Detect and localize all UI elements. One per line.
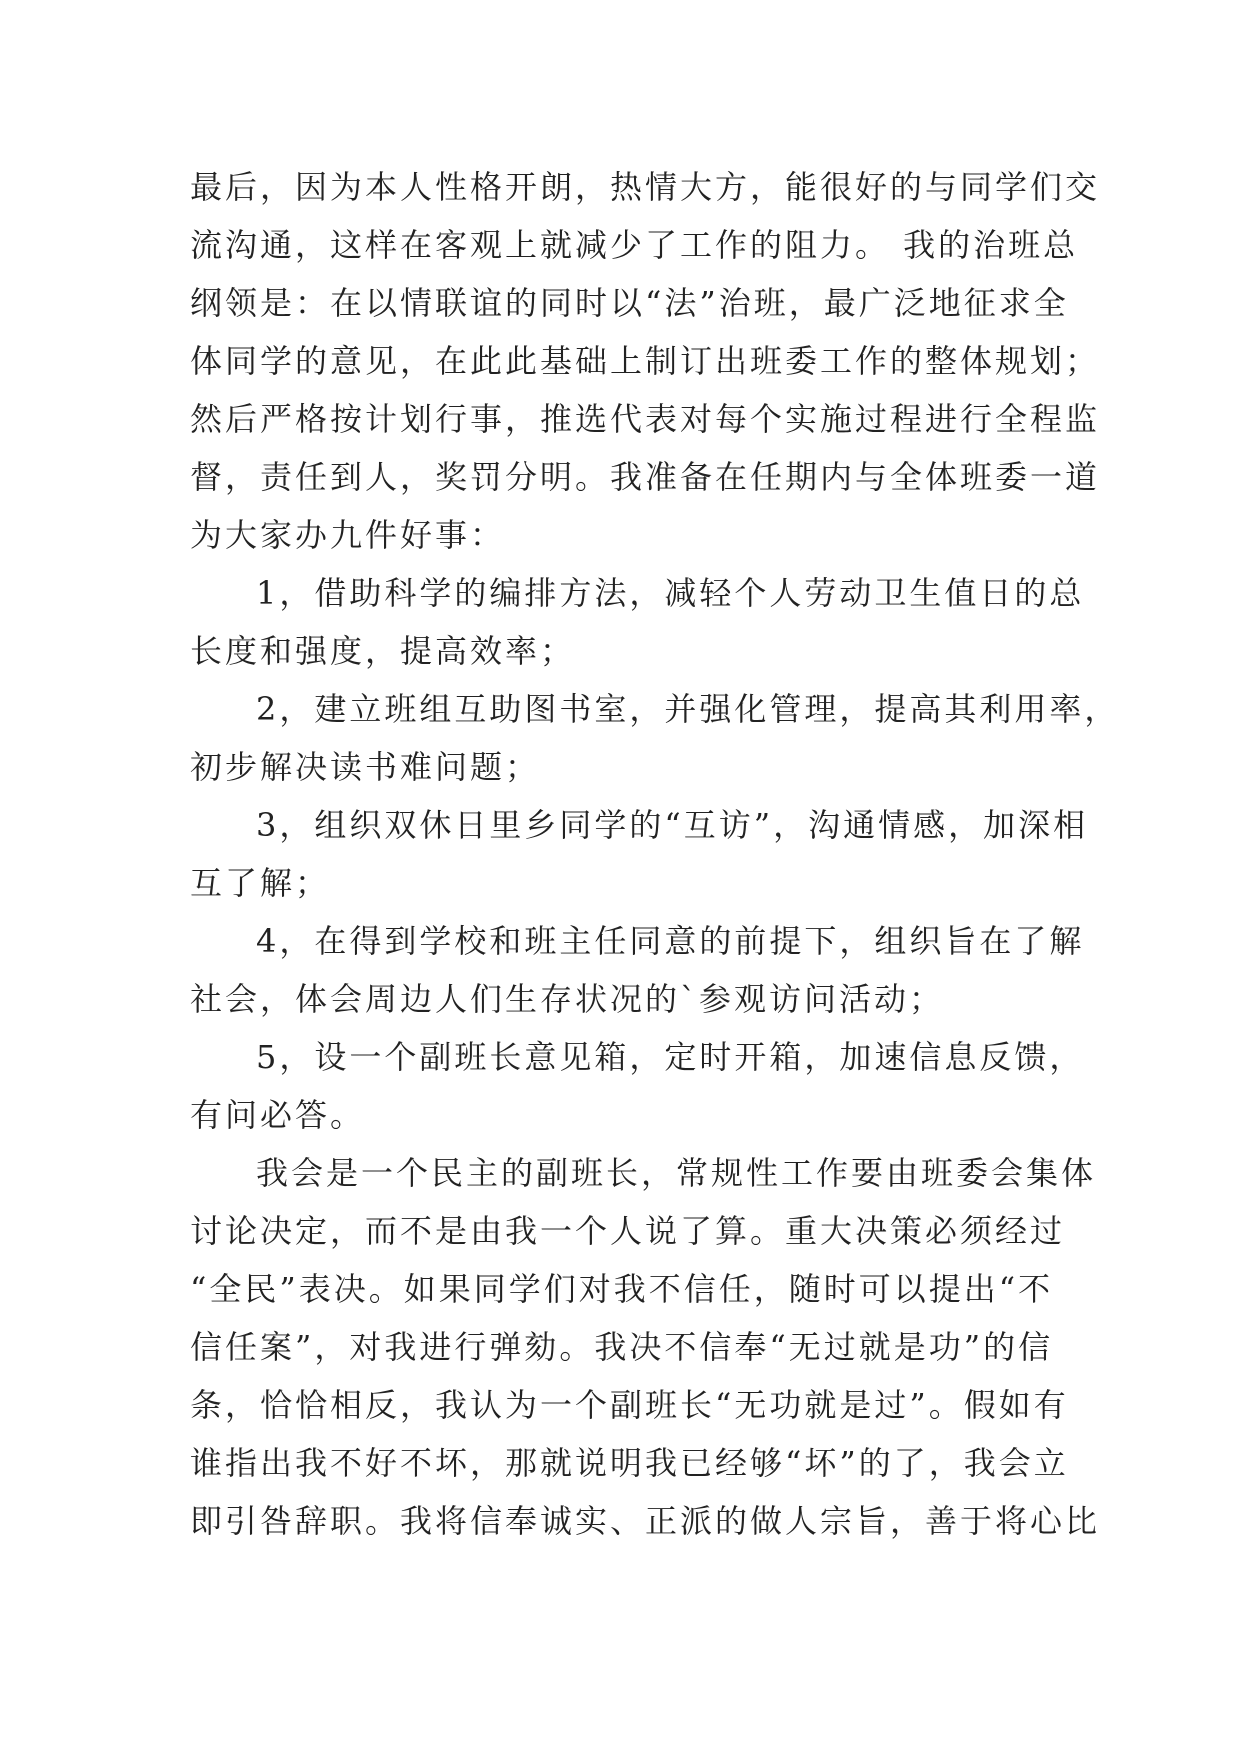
text-line: 流沟通，这样在客观上就减少了工作的阻力。 我的治班总	[190, 226, 1079, 264]
list-item-4: 4，在得到学校和班主任同意的前提下，组织旨在了解	[256, 922, 1085, 960]
text-line: 长度和强度，提高效率；	[190, 632, 576, 670]
text-line: 信任案”，对我进行弹劾。我决不信奉“无过就是功”的信	[190, 1328, 1054, 1366]
text-line: “全民”表决。如果同学们对我不信任，随时可以提出“不	[190, 1270, 1054, 1308]
text-line: 纲领是：在以情联谊的同时以“法”治班，最广泛地征求全	[190, 284, 1069, 322]
text-line: 最后，因为本人性格开朗，热情大方，能很好的与同学们交	[190, 168, 1101, 206]
text-line: 初步解决读书难问题；	[190, 748, 541, 786]
text-line: 体同学的意见，在此此基础上制订出班委工作的整体规划；	[190, 342, 1101, 380]
text-line: 然后严格按计划行事，推选代表对每个实施过程进行全程监	[190, 400, 1101, 438]
text-line: 有问必答。	[190, 1096, 366, 1134]
body-text	[190, 158, 1120, 1550]
list-item-2: 2，建立班组互助图书室，并强化管理，提高其利用率，	[256, 690, 1120, 728]
list-item-3: 3，组织双休日里乡同学的“互访”，沟通情感，加深相	[256, 806, 1089, 844]
text-line: 互了解；	[190, 864, 331, 902]
text-line: 为大家办九件好事：	[190, 516, 506, 554]
text-line: 谁指出我不好不坏，那就说明我已经够“坏”的了，我会立	[190, 1444, 1069, 1482]
text-line: 即引咎辞职。我将信奉诚实、正派的做人宗旨，善于将心比	[190, 1502, 1101, 1540]
paragraph-start: 我会是一个民主的副班长，常规性工作要由班委会集体	[256, 1154, 1097, 1192]
list-item-1: 1，借助科学的编排方法，减轻个人劳动卫生值日的总	[256, 574, 1085, 612]
text-line: 督，责任到人，奖罚分明。我准备在任期内与全体班委一道	[190, 458, 1101, 496]
text-line: 讨论决定，而不是由我一个人说了算。重大决策必须经过	[190, 1212, 1066, 1250]
list-item-5: 5，设一个副班长意见箱，定时开箱，加速信息反馈，	[256, 1038, 1085, 1076]
text-line: 条，恰恰相反，我认为一个副班长“无功就是过”。假如有	[190, 1386, 1069, 1424]
text-line: 社会，体会周边人们生存状况的`参观访问活动；	[190, 980, 945, 1018]
